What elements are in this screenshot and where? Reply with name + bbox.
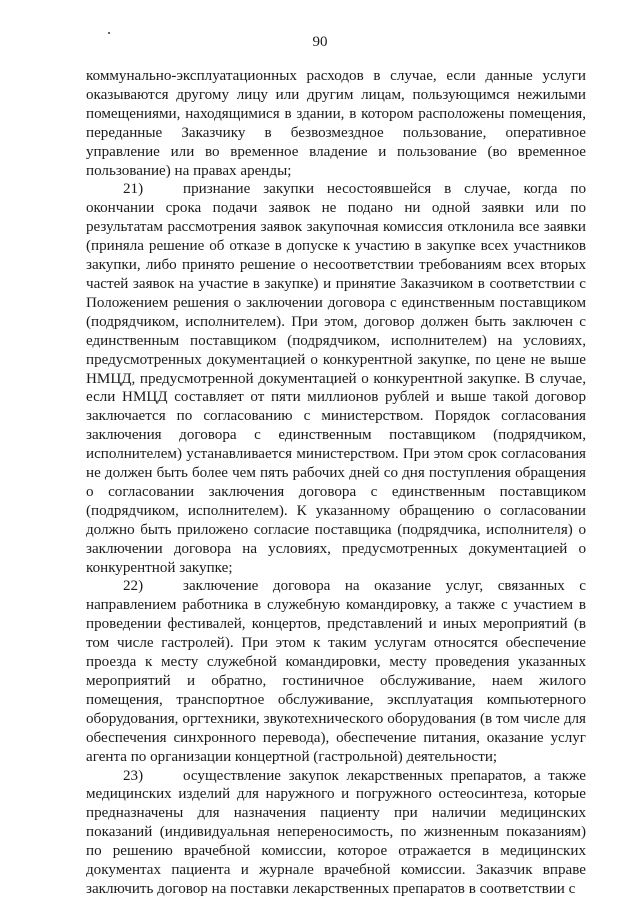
- page-number: 90: [312, 34, 328, 50]
- paragraph-text: коммунально-эксплуатационных расходов в случае, если данные услуги оказываются другому лицу или другим лицам, пользующимся нежилыми помещениями, находящимися в здании, в котором расположены помещения, переданные Заказчику в безвозмездное пользование, оперативное управление или во временное владение и пользование (во временное пользование) на правах аренды;: [86, 68, 586, 179]
- list-item-text: признание закупки несостоявшейся в случае, когда по окончании срока подачи заявок не подано ни одной заявки или по результатам рассмотрения заявок закупочная комиссия отклонила все заявки (приняла решение об отказе в допуске к участию в закупке всех участников закупки, либо принято решение о несоответствии требованиям всех вторых частей заявок на участие в закупке) и принятие Заказчиком в соответствии с Положением решения о заключении договора с единственным поставщиком (подрядчиком, исполнителем). При этом, договор должен быть заключен с единственным поставщиком (подрядчиком, исполнителем) на условиях, предусмотренных документацией о конкурентной закупке, по цене не выше НМЦД, предусмотренной документацией о конкурентной закупке. В случае, если НМЦД составляет от пяти миллионов рублей и выше такой договор заключается по согласованию с министерством. Порядок согласования заключения договора с единственным поставщиком (подрядчиком, исполнителем) устанавливается министерством. При этом срок согласования не должен быть более чем пять рабочих дней со дня поступления обращения о согласовании заключения договора с единственным поставщиком (подрядчиком, исполнителем). К указанному обращению о согласовании должно быть приложено согласие поставщика (подрядчика, исполнителя) о заключении договора на условиях, предусмотренных документацией о конкурентной закупке;: [86, 181, 586, 576]
- list-item-21: [86, 180, 586, 577]
- list-item-text: осуществление закупок лекарственных препаратов, а также медицинских изделий для наружного и погружного остеосинтеза, которые предназначены для назначения пациенту при наличии медицинских показаний (индивидуальная непереносимость, по жизненным показаниям) по решению врачебной комиссии, которое отражается в медицинских документах пациента и журнале врачебной комиссии. Заказчик вправе заключить договор на поставки лекарственных препаратов в соответствии с: [86, 767, 586, 897]
- list-item-number: 21): [123, 181, 144, 198]
- paragraph-continuation: [86, 67, 586, 180]
- document-body: [86, 67, 586, 899]
- list-item-text: заключение договора на оказание услуг, связанных с направлением работника в служебную командировку, а также с участием в проведении фестивалей, концертов, представлений и иных мероприятий (в том числе гастролей). При этом к таким услугам относятся обеспечение проезда к месту служебной командировки, месту проведения указанных мероприятий и обратно, гостиничное обслуживание, наем жилого помещения, транспортное обслуживание, эксплуатация компьютерного оборудования, оргтехники, звукотехнического оборудования (в том числе для обеспечения синхронного перевода), обеспечение питания, оказание услуг агента по организации концертной (гастрольной) деятельности;: [86, 578, 586, 765]
- list-item-number: 22): [123, 578, 144, 595]
- list-item-number: 23): [123, 767, 144, 784]
- list-item-23: [86, 767, 586, 899]
- list-item-22: [86, 577, 586, 766]
